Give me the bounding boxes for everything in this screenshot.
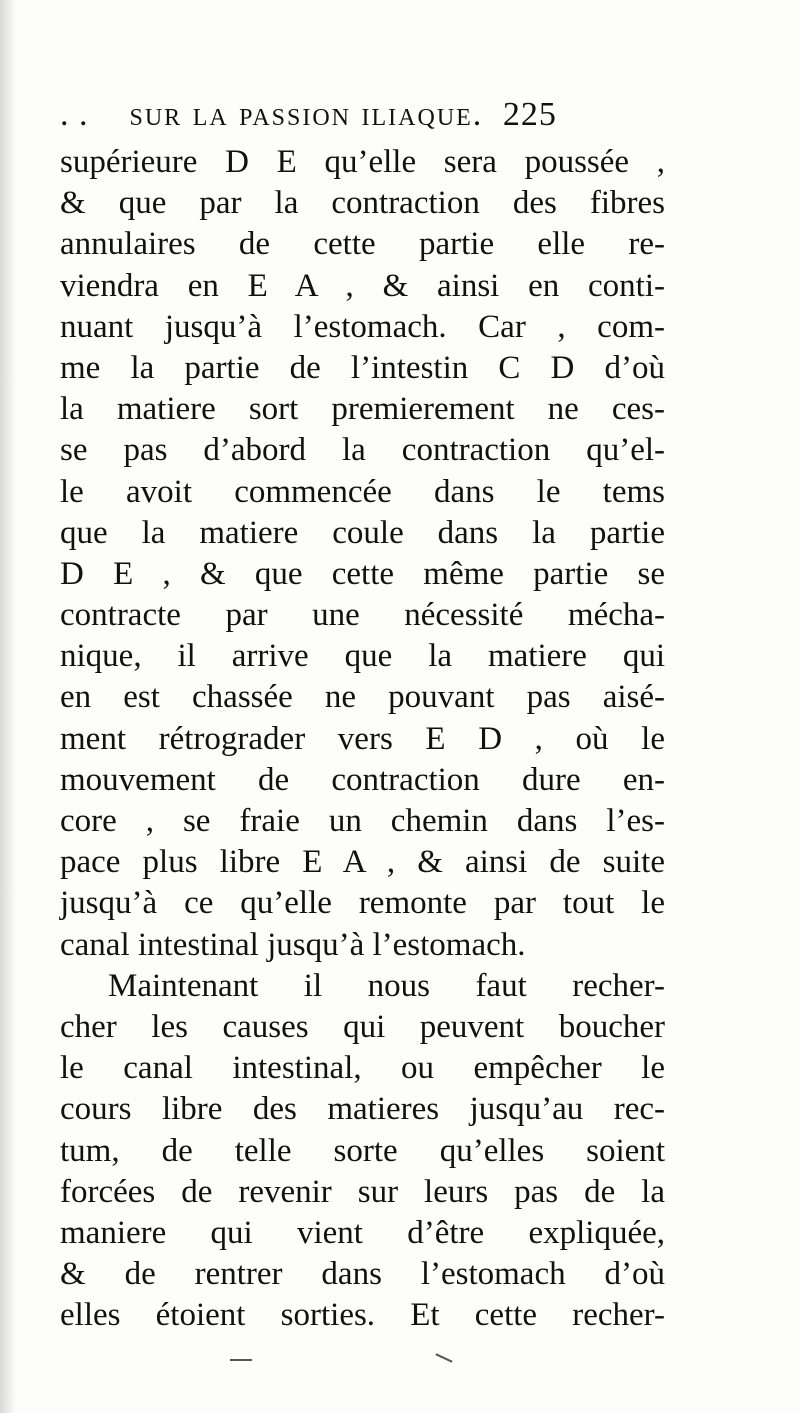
text-line: cher les causes qui peuvent boucher bbox=[60, 1008, 665, 1045]
text-line: supérieure D E qu’elle sera poussée , bbox=[60, 144, 665, 180]
text-line: me la partie de l’intestin C D d’où bbox=[60, 349, 665, 386]
text-line: cours libre des matieres jusqu’au rec- bbox=[60, 1091, 665, 1128]
text-line: Maintenant il nous faut recher- bbox=[108, 967, 665, 1004]
text-line: forcées de revenir sur leurs pas de la bbox=[60, 1173, 665, 1210]
paragraph-1 bbox=[60, 142, 665, 966]
text-line: jusqu’à ce qu’elle remonte par tout le bbox=[60, 885, 665, 922]
running-head-dots: . . bbox=[60, 96, 89, 133]
running-head bbox=[60, 96, 660, 140]
text-line: la matiere sort premierement ne ces- bbox=[60, 391, 665, 428]
text-line: mouvement de contraction dure en- bbox=[60, 761, 665, 798]
text-line: que la matiere coule dans la partie bbox=[60, 514, 665, 551]
text-line: & de rentrer dans l’estomach d’où bbox=[60, 1256, 665, 1293]
page-number: 225 bbox=[502, 96, 557, 133]
text-line: nuant jusqu’à l’estomach. Car , com- bbox=[60, 308, 665, 345]
text-line: core , se fraie un chemin dans l’es- bbox=[60, 803, 665, 839]
text-line: ment rétrograder vers E D , où le bbox=[60, 720, 665, 757]
text-line: D E , & que cette même partie se bbox=[60, 555, 665, 592]
text-line: pace plus libre E A , & ainsi de suite bbox=[60, 844, 665, 881]
text-line: elles étoient sorties. Et cette recher- bbox=[60, 1297, 665, 1334]
ink-mark bbox=[435, 1353, 452, 1362]
ink-marks bbox=[230, 1355, 470, 1365]
text-line: & que par la contraction des fibres bbox=[60, 185, 665, 222]
body-text bbox=[60, 142, 665, 1336]
text-line: contracte par une nécessité mécha- bbox=[60, 597, 665, 634]
page-gutter-shadow bbox=[0, 0, 16, 1413]
text-line: annulaires de cette partie elle re- bbox=[60, 226, 665, 263]
paragraph-2 bbox=[60, 966, 665, 1337]
text-line: viendra en E A , & ainsi en conti- bbox=[60, 267, 665, 304]
text-line: nique, il arrive que la matiere qui bbox=[60, 638, 665, 675]
text-line: canal intestinal jusqu’à l’estomach. bbox=[60, 926, 526, 963]
text-line: se pas d’abord la contraction qu’el- bbox=[60, 432, 665, 469]
text-line: le canal intestinal, ou empêcher le bbox=[60, 1050, 665, 1087]
text-line: maniere qui vient d’être expliquée, bbox=[60, 1214, 665, 1251]
text-line: le avoit commencée dans le tems bbox=[60, 473, 665, 510]
running-head-title: sur la passion iliaque. bbox=[129, 96, 484, 133]
text-line: en est chassée ne pouvant pas aisé- bbox=[60, 679, 665, 716]
text-line: tum, de telle sorte qu’elles soient bbox=[60, 1132, 665, 1169]
ink-mark bbox=[230, 1359, 252, 1361]
